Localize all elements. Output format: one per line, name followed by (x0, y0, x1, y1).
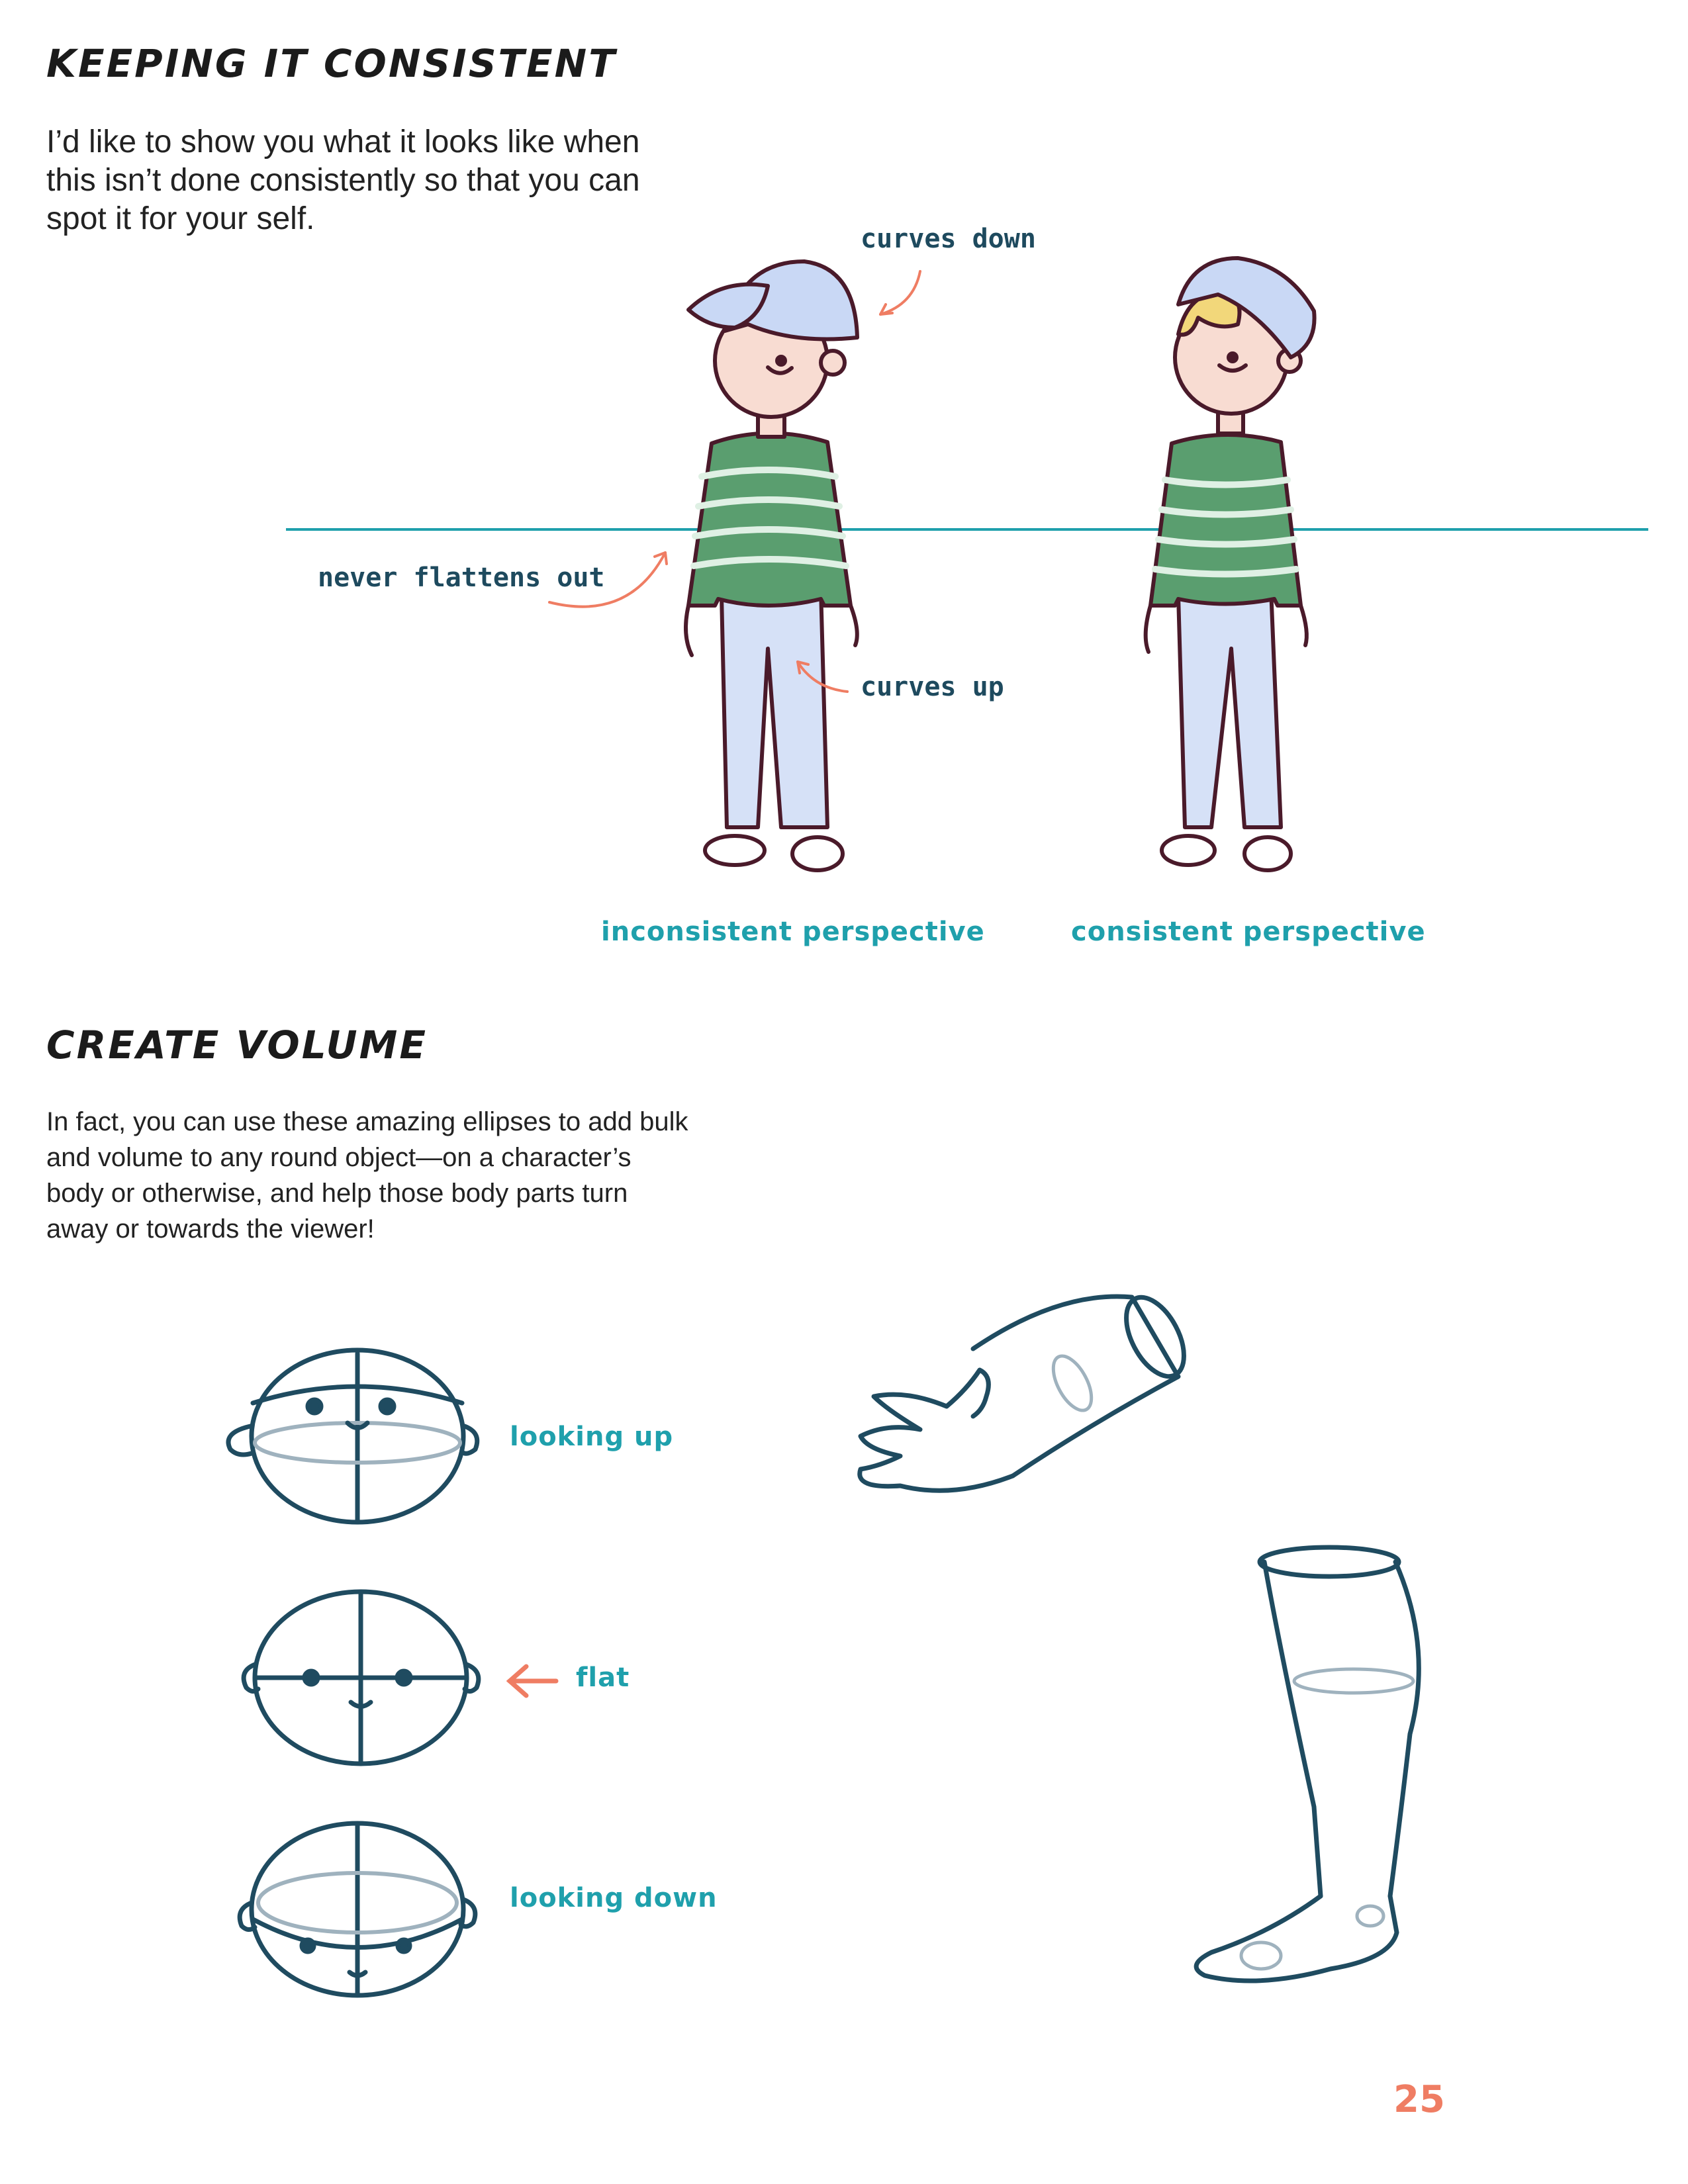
label-looking-down: looking down (510, 1883, 718, 1913)
flat-arrow (510, 1666, 556, 1696)
head-looking-up (228, 1350, 477, 1522)
consistent-boy-illustration (1146, 258, 1315, 870)
volume-line: body or otherwise, and help those body parts turn (46, 1179, 628, 1208)
intro-line: spot it for your self. (46, 201, 315, 236)
volume-line: away or towards the viewer! (46, 1214, 375, 1244)
note-never-flattens: never flattens out (318, 563, 605, 593)
note-curves-up: curves up (861, 672, 1004, 702)
volume-line: In fact, you can use these amazing ellipses to add bulk (46, 1107, 688, 1136)
section-heading-create-volume: CREATE VOLUME (46, 1023, 428, 1068)
arm-sketch (860, 1288, 1196, 1490)
note-curves-down: curves down (861, 224, 1036, 254)
perspective-figure (0, 0, 1688, 993)
curves-down-arrow (880, 271, 920, 314)
volume-line: and volume to any round object—on a character’s (46, 1143, 632, 1172)
head-flat (244, 1592, 479, 1764)
head-looking-down (240, 1823, 475, 1995)
label-flat: flat (576, 1662, 630, 1693)
intro-line: I’d like to show you what it looks like when (46, 124, 640, 159)
section-heading-keeping-consistent: KEEPING IT CONSISTENT (46, 41, 617, 86)
label-looking-up: looking up (510, 1422, 674, 1452)
caption-consistent-perspective: consistent perspective (1071, 917, 1426, 947)
inconsistent-boy-illustration (686, 261, 857, 870)
leg-sketch (1196, 1547, 1419, 1981)
volume-figure (0, 993, 1688, 2184)
intro-line: this isn’t done consistently so that you can (46, 163, 640, 198)
caption-inconsistent-perspective: inconsistent perspective (601, 917, 985, 947)
page-number: 25 (1393, 2078, 1445, 2121)
